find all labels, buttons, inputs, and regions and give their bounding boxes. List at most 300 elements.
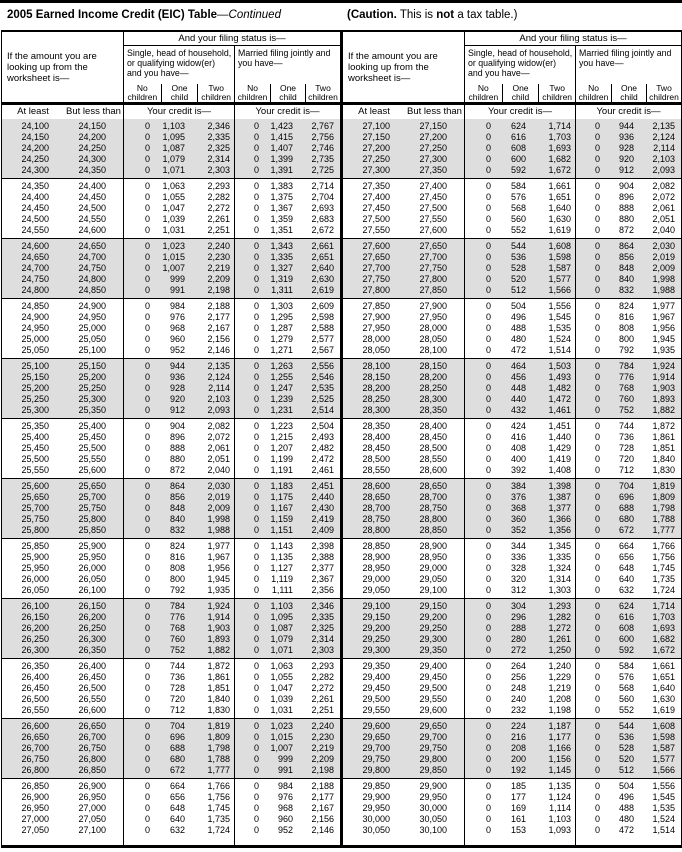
cell-single-two-children: 1,598 xyxy=(548,252,571,262)
cell-but-less-than: 29,650 xyxy=(419,721,447,731)
cell-single-no-children: 0 xyxy=(485,781,491,791)
cell-but-less-than: 26,900 xyxy=(78,781,106,791)
cell-but-less-than: 24,250 xyxy=(78,143,106,153)
cell-married-two-children: 2,103 xyxy=(652,154,675,164)
cell-single-one-child: 248 xyxy=(510,683,526,693)
table-row xyxy=(2,672,340,683)
cell-married-one-child: 1,263 xyxy=(270,361,293,371)
cell-but-less-than: 28,650 xyxy=(419,481,447,491)
table-row xyxy=(343,301,681,312)
cell-at-least: 29,450 xyxy=(362,683,390,693)
cell-married-two-children: 2,156 xyxy=(311,814,334,824)
cell-single-no-children: 0 xyxy=(485,405,491,415)
cell-at-least: 26,100 xyxy=(21,601,49,611)
cell-but-less-than: 24,550 xyxy=(78,214,106,224)
cell-single-two-children: 1,788 xyxy=(207,754,230,764)
table-row xyxy=(2,781,340,792)
cell-single-no-children: 0 xyxy=(485,132,491,142)
row-group xyxy=(2,719,340,779)
cell-at-least: 27,750 xyxy=(362,274,390,284)
table-body-left xyxy=(2,119,340,845)
cell-single-one-child: 256 xyxy=(510,672,526,682)
cell-single-no-children: 0 xyxy=(485,252,491,262)
cell-married-one-child: 648 xyxy=(618,563,634,573)
cell-single-no-children: 0 xyxy=(485,214,491,224)
cell-but-less-than: 26,000 xyxy=(78,563,106,573)
cell-married-no-children: 0 xyxy=(253,334,259,344)
cell-married-one-child: 1,143 xyxy=(270,541,293,551)
cell-single-two-children: 2,146 xyxy=(207,345,230,355)
cell-single-one-child: 976 xyxy=(169,312,185,322)
cell-at-least: 26,000 xyxy=(21,574,49,584)
cell-married-one-child: 872 xyxy=(618,225,634,235)
cell-married-no-children: 0 xyxy=(253,792,259,802)
cell-married-no-children: 0 xyxy=(594,814,600,824)
cell-at-least: 25,050 xyxy=(21,345,49,355)
table-row xyxy=(2,345,340,356)
cell-at-least: 27,150 xyxy=(362,132,390,142)
cell-single-two-children: 1,335 xyxy=(548,552,571,562)
cell-single-no-children: 0 xyxy=(485,465,491,475)
cell-married-no-children: 0 xyxy=(594,214,600,224)
cell-single-one-child: 952 xyxy=(169,345,185,355)
table-row xyxy=(343,781,681,792)
cell-married-no-children: 0 xyxy=(253,492,259,502)
cell-single-one-child: 504 xyxy=(510,301,526,311)
cell-married-two-children: 2,314 xyxy=(311,634,334,644)
table-row xyxy=(343,285,681,296)
cell-but-less-than: 27,550 xyxy=(419,214,447,224)
cell-at-least: 29,350 xyxy=(362,661,390,671)
cell-single-one-child: 848 xyxy=(169,503,185,513)
cell-married-one-child: 1,423 xyxy=(270,121,293,131)
table-row xyxy=(343,541,681,552)
table-row xyxy=(343,585,681,596)
table-row xyxy=(2,683,340,694)
cell-married-one-child: 728 xyxy=(618,443,634,453)
cell-married-one-child: 1,015 xyxy=(270,732,293,742)
cell-at-least: 27,850 xyxy=(362,301,390,311)
cell-married-one-child: 1,135 xyxy=(270,552,293,562)
cell-single-one-child: 792 xyxy=(169,585,185,595)
cell-single-two-children: 2,325 xyxy=(207,143,230,153)
cell-single-one-child: 712 xyxy=(169,705,185,715)
cell-at-least: 25,000 xyxy=(21,334,49,344)
cell-but-less-than: 27,350 xyxy=(419,165,447,175)
table-row xyxy=(343,481,681,492)
cell-single-no-children: 0 xyxy=(144,552,150,562)
married-group-head xyxy=(576,46,681,102)
cell-married-no-children: 0 xyxy=(594,645,600,655)
cell-at-least: 24,650 xyxy=(21,252,49,262)
row-group xyxy=(2,359,340,419)
cell-single-no-children: 0 xyxy=(144,672,150,682)
lookup-label: If the amount you are looking up from the worksheet is— xyxy=(343,32,465,102)
cell-at-least: 26,550 xyxy=(21,705,49,715)
cell-married-two-children: 2,051 xyxy=(652,214,675,224)
cell-married-one-child: 608 xyxy=(618,623,634,633)
cell-single-two-children: 1,514 xyxy=(548,345,571,355)
cell-married-no-children: 0 xyxy=(253,121,259,131)
cell-single-two-children: 1,861 xyxy=(207,672,230,682)
cell-but-less-than: 27,850 xyxy=(419,285,447,295)
cell-married-one-child: 1,087 xyxy=(270,623,293,633)
cell-single-two-children: 2,114 xyxy=(208,383,230,393)
cell-married-no-children: 0 xyxy=(594,721,600,731)
cell-married-two-children: 1,556 xyxy=(652,781,675,791)
cell-married-two-children: 1,524 xyxy=(652,814,675,824)
cell-married-no-children: 0 xyxy=(253,181,259,191)
cell-single-one-child: 1,079 xyxy=(162,154,185,164)
cell-married-one-child: 1,191 xyxy=(270,465,293,475)
table-row xyxy=(343,372,681,383)
cell-single-no-children: 0 xyxy=(144,225,150,235)
cell-married-two-children: 1,682 xyxy=(652,634,675,644)
cell-married-one-child: 1,095 xyxy=(270,612,293,622)
cell-married-no-children: 0 xyxy=(253,361,259,371)
cell-at-least: 26,450 xyxy=(21,683,49,693)
cell-single-one-child: 776 xyxy=(169,612,185,622)
cell-married-no-children: 0 xyxy=(594,732,600,742)
cell-single-no-children: 0 xyxy=(144,394,150,404)
cell-single-no-children: 0 xyxy=(485,601,491,611)
cell-married-one-child: 1,127 xyxy=(270,563,293,573)
cell-at-least: 26,500 xyxy=(21,694,49,704)
cell-married-one-child: 832 xyxy=(618,285,634,295)
row-group xyxy=(343,779,681,838)
cell-single-one-child: 161 xyxy=(510,814,526,824)
subheader-right xyxy=(343,104,681,119)
cell-single-two-children: 2,103 xyxy=(207,394,230,404)
cell-at-least: 28,600 xyxy=(362,481,390,491)
table-row xyxy=(343,694,681,705)
cell-married-one-child: 776 xyxy=(618,372,634,382)
cell-but-less-than: 25,800 xyxy=(78,514,106,524)
cell-married-no-children: 0 xyxy=(594,601,600,611)
row-group xyxy=(2,179,340,239)
cell-but-less-than: 27,400 xyxy=(419,181,447,191)
cell-single-one-child: 616 xyxy=(510,132,526,142)
table-row xyxy=(2,661,340,672)
cell-single-no-children: 0 xyxy=(144,743,150,753)
cell-single-two-children: 1,830 xyxy=(207,705,230,715)
cell-at-least: 26,050 xyxy=(21,585,49,595)
cell-single-no-children: 0 xyxy=(144,825,150,835)
cell-but-less-than: 28,450 xyxy=(419,432,447,442)
table-row xyxy=(2,552,340,563)
cell-married-two-children: 2,177 xyxy=(311,792,334,802)
cell-single-no-children: 0 xyxy=(485,181,491,191)
cell-at-least: 24,750 xyxy=(21,274,49,284)
row-group xyxy=(343,299,681,359)
cell-married-one-child: 552 xyxy=(618,705,634,715)
cell-married-two-children: 2,367 xyxy=(311,574,334,584)
table-row xyxy=(343,241,681,252)
cell-married-two-children: 2,504 xyxy=(311,421,334,431)
cell-married-two-children: 2,714 xyxy=(311,181,334,191)
cell-married-two-children: 1,819 xyxy=(652,481,675,491)
cell-single-one-child: 800 xyxy=(169,574,185,584)
cell-single-no-children: 0 xyxy=(144,132,150,142)
cell-married-two-children: 1,766 xyxy=(652,541,675,551)
table-row xyxy=(343,154,681,165)
cell-married-no-children: 0 xyxy=(594,312,600,322)
cell-but-less-than: 30,000 xyxy=(419,803,447,813)
cell-married-no-children: 0 xyxy=(253,154,259,164)
cell-married-no-children: 0 xyxy=(253,345,259,355)
cell-but-less-than: 29,000 xyxy=(419,563,447,573)
cell-married-one-child: 800 xyxy=(618,334,634,344)
cell-married-two-children: 2,430 xyxy=(311,503,334,513)
filing-status-head xyxy=(465,32,681,102)
cell-married-no-children: 0 xyxy=(253,694,259,704)
cell-married-two-children: 1,587 xyxy=(652,743,675,753)
cell-single-two-children: 1,103 xyxy=(548,814,571,824)
cell-but-less-than: 28,200 xyxy=(419,372,447,382)
cell-married-two-children: 2,567 xyxy=(311,345,334,355)
cell-but-less-than: 25,250 xyxy=(78,383,106,393)
table-row xyxy=(2,394,340,405)
cell-married-no-children: 0 xyxy=(253,525,259,535)
cell-single-no-children: 0 xyxy=(485,121,491,131)
cell-married-two-children: 1,577 xyxy=(652,754,675,764)
cell-but-less-than: 28,800 xyxy=(419,514,447,524)
cell-married-two-children: 1,956 xyxy=(652,323,675,333)
cell-single-one-child: 864 xyxy=(169,481,185,491)
cell-but-less-than: 28,050 xyxy=(419,334,447,344)
cell-married-one-child: 1,151 xyxy=(270,525,293,535)
single-group-head xyxy=(124,46,235,102)
cell-married-one-child: 816 xyxy=(618,312,634,322)
cell-single-one-child: 760 xyxy=(169,634,185,644)
cell-married-no-children: 0 xyxy=(253,623,259,633)
cell-single-two-children: 2,230 xyxy=(207,252,230,262)
cell-married-no-children: 0 xyxy=(594,683,600,693)
cell-married-no-children: 0 xyxy=(594,552,600,562)
cell-married-two-children: 2,683 xyxy=(311,214,334,224)
cell-married-one-child: 600 xyxy=(618,634,634,644)
cell-single-one-child: 424 xyxy=(510,421,526,431)
table-row xyxy=(343,454,681,465)
cell-single-one-child: 408 xyxy=(510,443,526,453)
cell-single-one-child: 1,007 xyxy=(162,263,185,273)
cell-single-one-child: 656 xyxy=(169,792,185,802)
cell-married-two-children: 2,293 xyxy=(311,661,334,671)
cell-single-no-children: 0 xyxy=(144,203,150,213)
cell-at-least: 27,000 xyxy=(21,814,49,824)
cell-single-no-children: 0 xyxy=(485,323,491,333)
cell-married-two-children: 1,619 xyxy=(652,705,675,715)
cell-married-two-children: 2,082 xyxy=(652,181,675,191)
table-row xyxy=(2,323,340,334)
cell-married-one-child: 968 xyxy=(277,803,293,813)
cell-married-no-children: 0 xyxy=(253,432,259,442)
cell-but-less-than: 26,350 xyxy=(78,645,106,655)
cell-married-no-children: 0 xyxy=(253,503,259,513)
cell-single-one-child: 744 xyxy=(169,661,185,671)
table-row xyxy=(2,765,340,776)
cell-single-no-children: 0 xyxy=(485,552,491,562)
row-group xyxy=(2,119,340,179)
cell-married-no-children: 0 xyxy=(594,541,600,551)
table-row xyxy=(2,634,340,645)
table-row xyxy=(2,585,340,596)
cell-married-one-child: 560 xyxy=(618,694,634,704)
cell-single-no-children: 0 xyxy=(144,421,150,431)
cell-married-no-children: 0 xyxy=(594,503,600,513)
cell-single-one-child: 728 xyxy=(169,683,185,693)
cell-single-one-child: 153 xyxy=(510,825,526,835)
cell-married-one-child: 736 xyxy=(618,432,634,442)
cell-but-less-than: 28,700 xyxy=(419,492,447,502)
cell-single-one-child: 376 xyxy=(510,492,526,502)
cell-married-two-children: 1,514 xyxy=(652,825,675,835)
cell-single-no-children: 0 xyxy=(485,241,491,251)
cell-single-two-children: 1,545 xyxy=(548,312,571,322)
cell-single-two-children: 2,272 xyxy=(207,203,230,213)
cell-married-one-child: 896 xyxy=(618,192,634,202)
cell-single-one-child: 1,103 xyxy=(162,121,185,131)
cell-at-least: 24,250 xyxy=(21,154,49,164)
cell-single-no-children: 0 xyxy=(144,323,150,333)
cell-at-least: 25,300 xyxy=(21,405,49,415)
cell-single-no-children: 0 xyxy=(485,274,491,284)
cell-but-less-than: 26,100 xyxy=(78,585,106,595)
cell-but-less-than: 27,600 xyxy=(419,225,447,235)
cell-at-least: 29,000 xyxy=(362,574,390,584)
cell-single-two-children: 1,935 xyxy=(207,585,230,595)
table-row xyxy=(2,814,340,825)
cell-married-one-child: 1,239 xyxy=(270,394,293,404)
cell-married-no-children: 0 xyxy=(253,743,259,753)
cell-single-one-child: 216 xyxy=(510,732,526,742)
cell-at-least: 28,250 xyxy=(362,394,390,404)
cell-married-two-children: 1,903 xyxy=(652,383,675,393)
cell-single-no-children: 0 xyxy=(485,394,491,404)
cell-single-two-children: 1,366 xyxy=(548,514,571,524)
table-row xyxy=(343,634,681,645)
table-row xyxy=(343,672,681,683)
cell-at-least: 24,400 xyxy=(21,192,49,202)
cell-married-no-children: 0 xyxy=(253,672,259,682)
cell-married-no-children: 0 xyxy=(253,383,259,393)
cell-single-one-child: 768 xyxy=(169,623,185,633)
cell-but-less-than: 24,450 xyxy=(78,192,106,202)
cell-married-two-children: 1,924 xyxy=(652,361,675,371)
cell-married-one-child: 792 xyxy=(618,345,634,355)
cell-at-least: 26,900 xyxy=(21,792,49,802)
cell-married-one-child: 1,407 xyxy=(270,143,293,153)
table-row xyxy=(2,541,340,552)
cell-at-least: 25,750 xyxy=(21,514,49,524)
cell-but-less-than: 25,100 xyxy=(78,345,106,355)
row-group xyxy=(2,779,340,838)
cell-at-least: 27,250 xyxy=(362,154,390,164)
table-row xyxy=(343,465,681,476)
table-row xyxy=(343,612,681,623)
cell-married-two-children: 2,198 xyxy=(311,765,334,775)
cell-at-least: 24,950 xyxy=(21,323,49,333)
cell-single-two-children: 1,745 xyxy=(207,803,230,813)
cell-married-no-children: 0 xyxy=(594,225,600,235)
col-header-two-children: Two children xyxy=(305,84,340,102)
title-row xyxy=(7,9,678,29)
caution-note: (Caution. This is not a tax table.) xyxy=(347,9,518,21)
cell-single-two-children: 1,587 xyxy=(548,263,571,273)
cell-single-two-children: 1,640 xyxy=(548,203,571,213)
cell-but-less-than: 28,750 xyxy=(419,503,447,513)
cell-married-one-child: 688 xyxy=(618,503,634,513)
cell-single-one-child: 824 xyxy=(169,541,185,551)
cell-at-least: 25,850 xyxy=(21,541,49,551)
cell-single-one-child: 632 xyxy=(169,825,185,835)
cell-married-no-children: 0 xyxy=(594,241,600,251)
cell-at-least: 28,350 xyxy=(362,421,390,431)
cell-but-less-than: 28,400 xyxy=(419,421,447,431)
cell-at-least: 29,200 xyxy=(362,623,390,633)
cell-married-no-children: 0 xyxy=(594,481,600,491)
cell-single-two-children: 1,703 xyxy=(548,132,571,142)
cell-single-two-children: 1,872 xyxy=(207,661,230,671)
table-row xyxy=(2,192,340,203)
cell-married-one-child: 1,287 xyxy=(270,323,293,333)
cell-single-two-children: 1,903 xyxy=(207,623,230,633)
cell-but-less-than: 28,350 xyxy=(419,405,447,415)
cell-at-least: 27,900 xyxy=(362,312,390,322)
cell-single-two-children: 2,335 xyxy=(207,132,230,142)
cell-single-two-children: 1,377 xyxy=(548,503,571,513)
cell-married-no-children: 0 xyxy=(253,132,259,142)
cell-single-no-children: 0 xyxy=(485,585,491,595)
cell-single-no-children: 0 xyxy=(144,285,150,295)
cell-single-one-child: 592 xyxy=(510,165,526,175)
cell-but-less-than: 29,250 xyxy=(419,623,447,633)
cell-married-no-children: 0 xyxy=(594,694,600,704)
cell-married-no-children: 0 xyxy=(594,443,600,453)
cell-but-less-than: 27,450 xyxy=(419,192,447,202)
cell-single-one-child: 464 xyxy=(510,361,526,371)
cell-single-no-children: 0 xyxy=(485,443,491,453)
cell-married-two-children: 1,672 xyxy=(652,645,675,655)
table-row xyxy=(2,203,340,214)
cell-at-least: 30,000 xyxy=(362,814,390,824)
cell-single-one-child: 920 xyxy=(169,394,185,404)
row-group xyxy=(2,539,340,599)
cell-single-one-child: 1,063 xyxy=(162,181,185,191)
cell-married-no-children: 0 xyxy=(253,601,259,611)
cell-at-least: 27,700 xyxy=(362,263,390,273)
cell-at-least: 28,400 xyxy=(362,432,390,442)
cell-single-two-children: 2,314 xyxy=(207,154,230,164)
cell-married-two-children: 2,188 xyxy=(311,781,334,791)
cell-at-least: 26,200 xyxy=(21,623,49,633)
cell-but-less-than: 27,200 xyxy=(419,132,447,142)
cell-single-one-child: 496 xyxy=(510,312,526,322)
cell-married-one-child: 1,231 xyxy=(270,405,293,415)
table-row xyxy=(2,361,340,372)
cell-married-no-children: 0 xyxy=(253,225,259,235)
cell-single-two-children: 1,124 xyxy=(548,792,571,802)
cell-married-one-child: 999 xyxy=(277,754,293,764)
cell-but-less-than: 30,100 xyxy=(419,825,447,835)
table-row xyxy=(343,203,681,214)
cell-single-one-child: 736 xyxy=(169,672,185,682)
cell-single-two-children: 2,198 xyxy=(207,285,230,295)
single-group-head xyxy=(465,46,576,102)
cell-married-two-children: 2,704 xyxy=(311,192,334,202)
cell-at-least: 26,950 xyxy=(21,803,49,813)
cell-single-no-children: 0 xyxy=(485,541,491,551)
